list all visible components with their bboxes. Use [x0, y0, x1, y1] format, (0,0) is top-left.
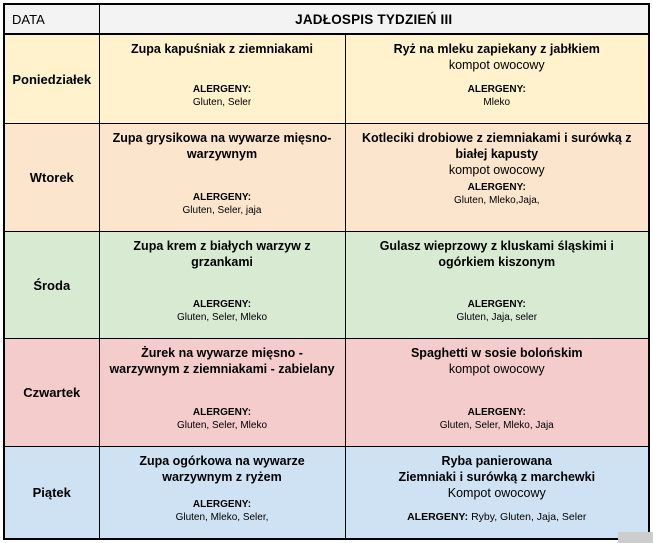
allergens-list: Ryby, Gluten, Jaja, Seler [471, 511, 587, 523]
day-label: Piątek [4, 447, 99, 540]
allergens-list: Mleko [483, 97, 511, 108]
allergens-list: Gluten, Mleko, Seler, [175, 512, 269, 523]
main-dish-title: Spaghetti w sosie bolońskim [410, 346, 583, 360]
main-dish-cell [345, 124, 649, 232]
main-dish-subtitle: Kompot owocowy [447, 486, 546, 500]
allergens-label: ALERGENY: [407, 511, 469, 523]
menu-row-thursday [4, 339, 649, 447]
day-label: Czwartek [4, 339, 99, 447]
header-date-label: DATA [4, 4, 99, 34]
main-dish-cell [345, 34, 649, 124]
allergens-label: ALERGENY: [192, 499, 252, 510]
allergens-label: ALERGENY: [192, 299, 252, 310]
allergens-list: Gluten, Seler, jaja [182, 205, 262, 216]
soup-cell [99, 124, 345, 232]
soup-title: Zupa grysikowa na wywarze mięsno-warzywnym [112, 131, 332, 161]
soup-title: Zupa kapuśniak z ziemniakami [130, 42, 313, 56]
soup-cell [99, 339, 345, 447]
menu-page [0, 3, 653, 543]
main-dish-title-2: Ziemniaki i surówką z marchewki [398, 470, 596, 484]
soup-title: Zupa ogórkowa na wywarze warzywnym z ryżem [139, 454, 305, 484]
soup-title: Żurek na wywarze mięsno - warzywnym z ziemniakami - zabielany [109, 346, 335, 376]
main-dish-title: Ryba panierowana [441, 454, 552, 468]
menu-row-friday [4, 447, 649, 540]
main-dish-title: Gulasz wieprzowy z kluskami śląskimi i ogórkiem kiszonym [379, 239, 614, 269]
soup-title: Zupa krem z białych warzyw z grzankami [133, 239, 311, 269]
main-dish-title: Kotleciki drobiowe z ziemniakami i surówką z białej kapusty [361, 131, 632, 161]
scrollbar-corner [618, 532, 653, 543]
allergens-label: ALERGENY: [467, 182, 526, 193]
allergens-label: ALERGENY: [467, 299, 526, 310]
menu-row-wednesday [4, 232, 649, 339]
main-dish-cell [345, 232, 649, 339]
allergens-label: ALERGENY: [467, 84, 526, 95]
allergens-label: ALERGENY: [467, 407, 526, 418]
allergens-list: Gluten, Seler, Mleko [176, 420, 268, 431]
allergens-list: Gluten, Seler, Mleko [176, 312, 268, 323]
menu-table [3, 3, 650, 540]
allergens-label: ALERGENY: [192, 192, 252, 203]
allergens-list: Gluten, Jaja, seler [456, 312, 538, 323]
main-dish-subtitle: kompot owocowy [448, 163, 545, 177]
day-label: Poniedziałek [4, 34, 99, 124]
allergens-label: ALERGENY: [192, 407, 252, 418]
main-dish-subtitle: kompot owocowy [448, 362, 545, 376]
soup-cell [99, 34, 345, 124]
main-dish-cell [345, 339, 649, 447]
main-dish-cell [345, 447, 649, 540]
main-dish-title: Ryż na mleku zapiekany z jabłkiem [393, 42, 600, 56]
allergens-list: Gluten, Seler [192, 97, 252, 108]
allergens-list: Gluten, Mleko,Jaja, [453, 195, 540, 206]
main-dish-subtitle: kompot owocowy [448, 58, 545, 72]
header-row [4, 4, 649, 34]
day-label: Środa [4, 232, 99, 339]
soup-cell [99, 447, 345, 540]
allergens-list: Gluten, Seler, Mleko, Jaja [439, 420, 554, 431]
page-title: JADŁOSPIS TYDZIEŃ III [99, 4, 649, 34]
allergens-label: ALERGENY: [192, 84, 252, 95]
menu-row-tuesday [4, 124, 649, 232]
menu-row-monday [4, 34, 649, 124]
day-label: Wtorek [4, 124, 99, 232]
soup-cell [99, 232, 345, 339]
